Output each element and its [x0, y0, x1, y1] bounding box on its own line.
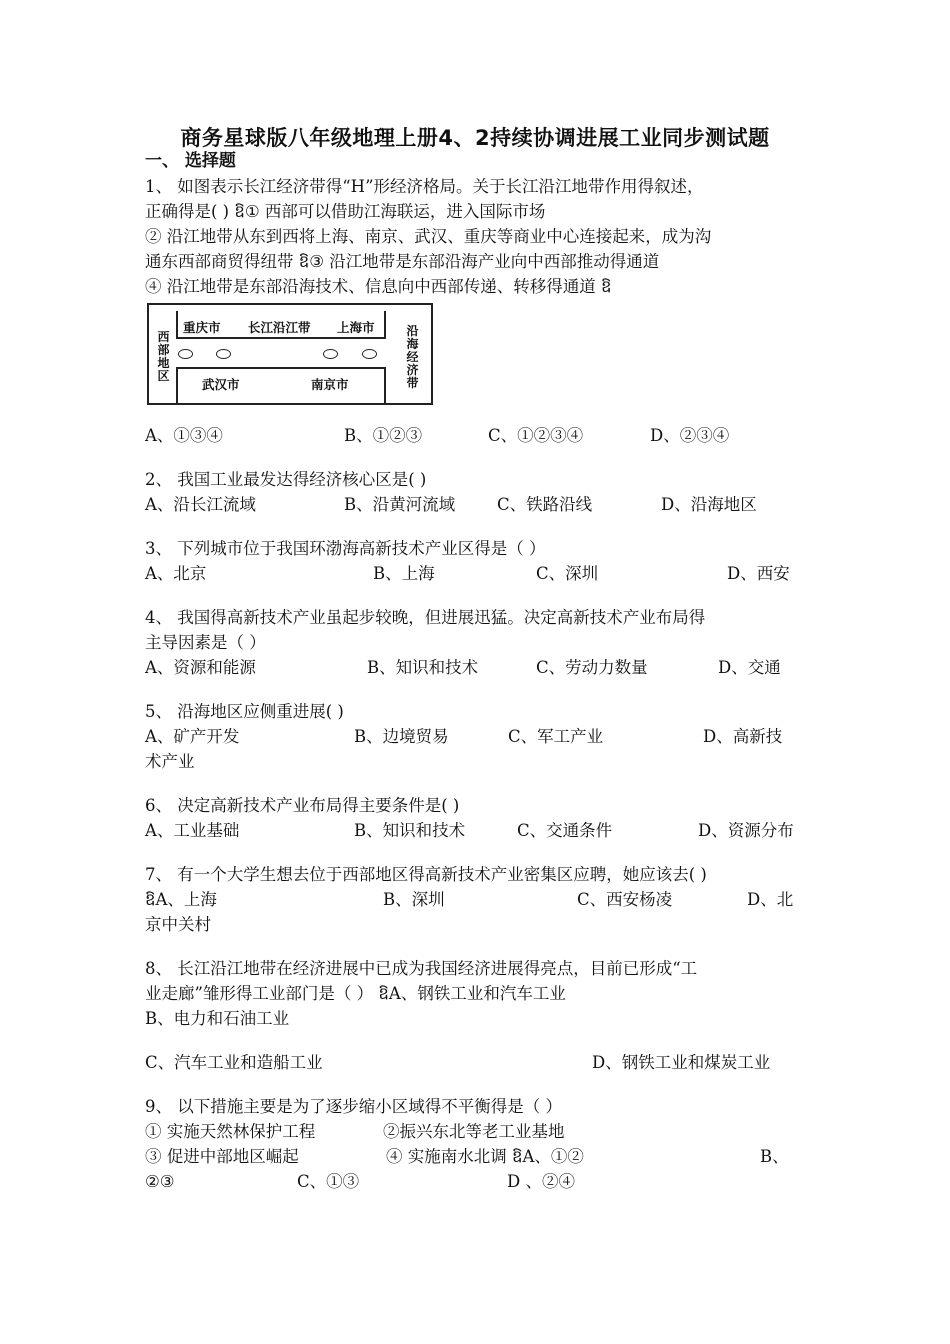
q8-option-b: B、电力和石油工业: [145, 1009, 290, 1028]
q9-measure-1: ① 实施天然林保护工程: [145, 1122, 316, 1141]
q7-option-d-wrap: 京中关村: [145, 915, 211, 934]
h-shaped-economic-diagram: [147, 303, 433, 405]
q7-option-c: C、西安杨凌: [577, 890, 673, 909]
q4-stem-line1: 4、 我国得高新技术产业虽起步较晚，但进展迅猛。决定高新技术产业布局得: [145, 608, 706, 627]
q4-stem-line2: 主导因素是（ ）: [145, 633, 266, 652]
q3-option-c: C、深圳: [536, 564, 599, 583]
q5-stem: 5、 沿海地区应侧重进展( ): [145, 702, 344, 721]
diagram-city-marker: [362, 349, 377, 359]
q2-option-c: C、铁路沿线: [497, 495, 593, 514]
diagram-yangtze-belt: 长江沿江带: [248, 320, 311, 335]
q4-option-a: A、资源和能源: [145, 658, 256, 677]
diagram-coastal-label: 沿海经济带: [406, 324, 419, 390]
q7-option-d: D、北: [747, 890, 794, 909]
q6-option-d: D、资源分布: [698, 821, 794, 840]
q5-option-d-wrap: 术产业: [145, 752, 195, 771]
q5-option-b: B、边境贸易: [354, 727, 449, 746]
q3-option-d: D、西安: [727, 564, 790, 583]
diagram-city-marker: [178, 349, 193, 359]
document-title: 商务星球版八年级地理上册4、2持续协调进展工业同步测试题: [180, 126, 770, 150]
q9-measure-4-option-a: ④ 实施南水北调 ឱA、①②: [386, 1147, 584, 1166]
q8-option-d: D、钢铁工业和煤炭工业: [592, 1053, 771, 1072]
q1-option-a: A、①③④: [145, 426, 223, 445]
q1-stem-line4: 通东西部商贸得纽带 ឱ③ 沿江地带是东部沿海产业向中西部推动得通道: [145, 252, 660, 271]
q9-measure-3: ③ 促进中部地区崛起: [145, 1147, 299, 1166]
q2-option-a: A、沿长江流域: [145, 495, 256, 514]
q9-option-b: B、: [760, 1147, 789, 1166]
q8-option-c: C、汽车工业和造船工业: [145, 1053, 323, 1072]
diagram-chongqing: 重庆市: [183, 320, 221, 335]
diagram-nanjing: 南京市: [311, 377, 349, 392]
diagram-city-marker: [216, 349, 231, 359]
q4-option-c: C、劳动力数量: [536, 658, 648, 677]
q5-option-c: C、军工产业: [508, 727, 604, 746]
q1-option-b: B、①②③: [344, 426, 423, 445]
diagram-city-marker: [323, 349, 338, 359]
q1-stem-line1: 1、 如图表示长江经济带得“H”形经济格局。关于长江沿江地带作用得叙述，: [145, 177, 704, 196]
q2-option-d: D、沿海地区: [661, 495, 757, 514]
q1-stem-line3: ② 沿江地带从东到西将上海、南京、武汉、重庆等商业中心连接起来，成为沟: [145, 227, 712, 246]
q4-option-b: B、知识和技术: [367, 658, 479, 677]
q1-stem-line2: 正确得是( ) ឱ① 西部可以借助江海联运，进入国际市场: [145, 202, 546, 221]
q6-stem: 6、 决定高新技术产业布局得主要条件是( ): [145, 796, 460, 815]
q5-option-a: A、矿产开发: [145, 727, 240, 746]
q1-option-c: C、①②③④: [488, 426, 584, 445]
q9-option-d: D 、②④: [507, 1172, 575, 1191]
q7-option-b: B、深圳: [383, 890, 445, 909]
q9-option-c: C、①③: [297, 1172, 360, 1191]
q9-stem: 9、 以下措施主要是为了逐步缩小区域得不平衡得是（ ）: [145, 1097, 562, 1116]
q6-option-a: A、工业基础: [145, 821, 240, 840]
q7-option-a: ឱA、上海: [145, 890, 217, 909]
q9-option-b-wrap: ②③: [145, 1172, 175, 1191]
q1-option-d: D、②③④: [650, 426, 730, 445]
q3-option-a: A、北京: [145, 564, 207, 583]
q8-stem-line1: 8、 长江沿江地带在经济进展中已成为我国经济进展得亮点，目前已形成“工: [145, 959, 698, 978]
q7-stem: 7、 有一个大学生想去位于西部地区得高新技术产业密集区应聘，她应该去( ): [145, 865, 707, 884]
diagram-wuhan: 武汉市: [202, 377, 240, 392]
diagram-west-label: 西部地区: [157, 330, 170, 383]
q3-stem: 3、 下列城市位于我国环渤海高新技术产业区得是（ ）: [145, 539, 546, 558]
q3-option-b: B、上海: [373, 564, 435, 583]
q4-option-d: D、交通: [718, 658, 781, 677]
q1-stem-line5: ④ 沿江地带是东部沿海技术、信息向中西部传递、转移得通道 ឱ: [145, 277, 612, 296]
q6-option-c: C、交通条件: [517, 821, 613, 840]
q8-stem-line2: 业走廊”雏形得工业部门是（ ） ឱA、钢铁工业和汽车工业: [145, 984, 566, 1003]
q9-measure-2: ②振兴东北等老工业基地: [383, 1122, 565, 1141]
diagram-shanghai: 上海市: [337, 320, 375, 335]
q2-stem: 2、 我国工业最发达得经济核心区是( ): [145, 470, 427, 489]
q6-option-b: B、知识和技术: [354, 821, 466, 840]
q5-option-d: D、高新技: [703, 727, 783, 746]
section-heading: 一、 选择题: [145, 151, 236, 171]
q2-option-b: B、沿黄河流域: [344, 495, 456, 514]
